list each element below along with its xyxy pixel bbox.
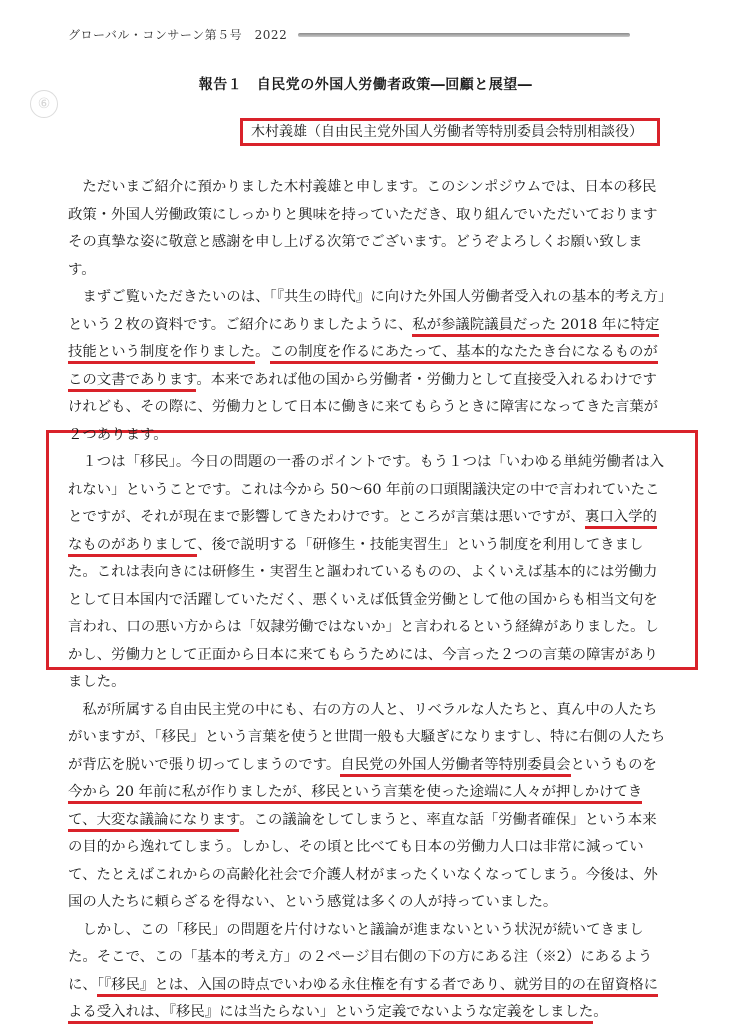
text-segment: というものを bbox=[570, 756, 657, 773]
header-rule bbox=[298, 33, 630, 37]
paragraph bbox=[68, 697, 668, 917]
report-title: 報告１ 自民党の外国人労働者政策―回顧と展望― bbox=[198, 77, 533, 93]
underlined-text: 今から 20 年前に私が作りましたが、移民という言葉を使った途端に人々が押しかけてきて、大変な議論になります bbox=[68, 784, 642, 832]
text-segment: 。本来であれば他の国から労働者・労働力として直接受入れるわけですけれども、その際に、労働力として日本に働きに来てもらうときに障害になってきた言葉が２つあります。 bbox=[68, 371, 659, 443]
paragraph bbox=[68, 449, 668, 697]
text-segment: まずご覧いただきたいのは、「『共生の時代』に向けた外国人労働者受入れの基本的考え方」という２枚の資料です。ご紹介にありましたように、 bbox=[68, 289, 666, 333]
text-segment: ただいまご紹介に預かりました木村義雄と申します。このシンポジウムでは、日本の移民政策・外国人労働政策にしっかりと興味を持っていただき、取り組んでいただいておりますその真摯な姿に敬意と感謝を申し上げる次第でございます。どうぞよろしくお願い致します。 bbox=[68, 179, 658, 278]
text-segment: 。 bbox=[255, 344, 270, 360]
paragraph bbox=[68, 917, 668, 1027]
author-name: 木村義雄（自由民主党外国人労働者等特別委員会特別相談役） bbox=[251, 124, 643, 140]
text-segment: 、後で説明する「研修生・技能実習生」という制度を利用してきました。これは表向きには研修生・実習生と謳われているものの、よくいえば基本的には労働力として日本国内で活躍していただく、悪くいえば低賃金労働として他の国からも相当文句を言われ、口の悪い方からは「奴隷労働ではないか」と言われるという経緯がありました。しかし、労働力として正面から日本に来てもらうためには、今言った２つの言葉の障害がありました。 bbox=[68, 536, 659, 690]
underlined-text: 私が参議院議員だった 2018 年に特定技能という制度を作りました bbox=[68, 317, 659, 365]
underlined-text: この制度を作るにあたって、基本的なたたき台になるものがこの文書であります bbox=[68, 344, 658, 392]
underlined-text: 「『移民』とは、入国の時点でいわゆる永住権を有する者であり、就労目的の在留資格による受入れは、『移民』には当たらない」という定義でないような定義をしました bbox=[68, 977, 658, 1025]
underlined-text: 自民党の外国人労働者等特別委員会 bbox=[340, 757, 570, 777]
text-segment: １つは「移民」。今日の問題の一番のポイントです。もう１つは「いわゆる単純労働者は入れない」ということです。これは今から 50〜60 年前の口頭閣議決定の中で言われていたことですが、それが現在まで影響してきたわけです。ところが言葉は悪いですが、 bbox=[68, 454, 665, 525]
text-segment: 。 bbox=[593, 1004, 608, 1020]
page-mark: ⑥ bbox=[30, 90, 58, 118]
author-box bbox=[240, 118, 660, 146]
paragraph bbox=[68, 284, 668, 449]
underlined-text: 裏口入学的なものがありまして bbox=[68, 509, 657, 557]
text-segment: 。この議論をしてしまうと、率直な話「労働者確保」という本来の目的から逸れてしまう。しかし、その頃と比べても日本の労働力人口は非常に減っていて、たとえばこれからの高齢化社会で介護人材がまったくいなくなってしまう。今後は、外国の人たちに頼らざるを得ない、という感覚は多くの人が持っていました。 bbox=[68, 811, 658, 910]
running-header: グローバル・コンサーン第５号 2022 bbox=[68, 28, 288, 42]
text-segment: しかし、この「移民」の問題を片付けないと議論が進まないという状況が続いてきました。そこで、この「基本的考え方」の２ページ目右側の下の方にある注（※2）にあるように、 bbox=[68, 921, 653, 993]
body-text bbox=[68, 174, 668, 1027]
paragraph bbox=[68, 174, 668, 284]
text-segment: 私が所属する自由民主党の中にも、右の方の人と、リベラルな人たちと、真ん中の人たちがいますが、「移民」という言葉を使うと世間一般も大騒ぎになりますし、特に右側の人たちが背広を脱いで張り切ってしまうのです。 bbox=[68, 701, 666, 773]
